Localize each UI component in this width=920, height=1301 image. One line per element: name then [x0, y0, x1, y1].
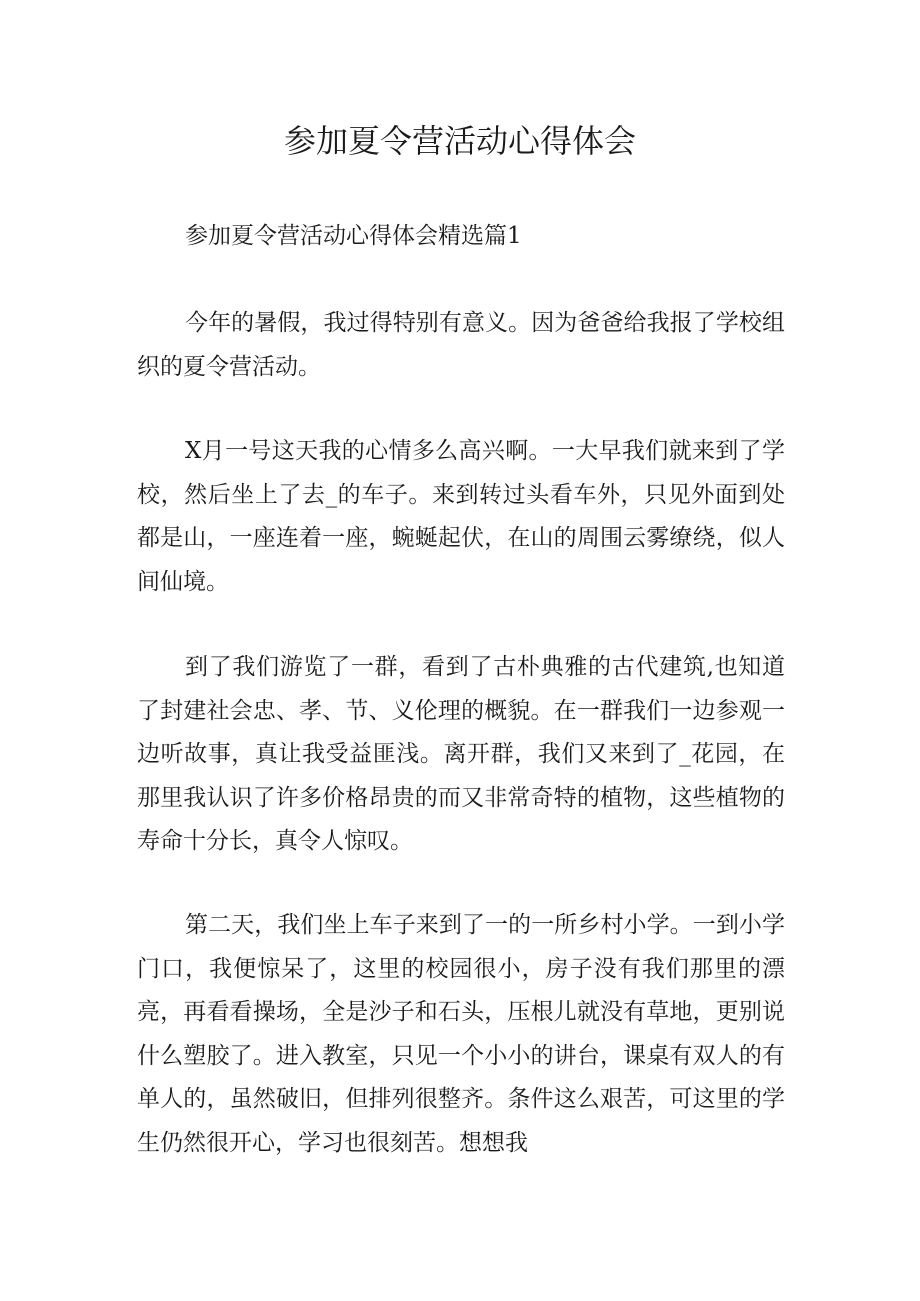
- paragraph-3: 到了我们游览了一群，看到了古朴典雅的古代建筑,也知道了封建社会忠、孝、节、义伦理的概貌。在一群我们一边参观一边听故事，真让我受益匪浅。离开群，我们又来到了_花园，在那里我认识了许多价格昂贵的而又非常奇特的植物，这些植物的寿命十分长，真令人惊叹。: [137, 654, 785, 854]
- paragraph-2: X月一号这天我的心情多么高兴啊。一大早我们就来到了学校，然后坐上了去_的车子。来到转过头看车外，只见外面到处都是山，一座连着一座，蜿蜒起伏，在山的周围云雾缭绕，似人间仙境。: [137, 438, 785, 595]
- paragraph-4: 第二天，我们坐上车子来到了一的一所乡村小学。一到小学门口，我便惊呆了，这里的校园很小，房子没有我们那里的漂亮，再看看操场，全是沙子和石头，压根儿就没有草地，更别说什么塑胶了。进入教室，只见一个小小的讲台，课桌有双人的有单人的，虽然破旧，但排列很整齐。条件这么艰苦，可这里的学生仍然很开心，学习也很刻苦。想想我: [137, 912, 785, 1156]
- section-subtitle: 参加夏令营活动心得体会精选篇1: [185, 223, 522, 249]
- document-title: 参加夏令营活动心得体会: [283, 122, 636, 160]
- paragraph-1: 今年的暑假，我过得特别有意义。因为爸爸给我报了学校组织的夏令营活动。: [137, 310, 785, 380]
